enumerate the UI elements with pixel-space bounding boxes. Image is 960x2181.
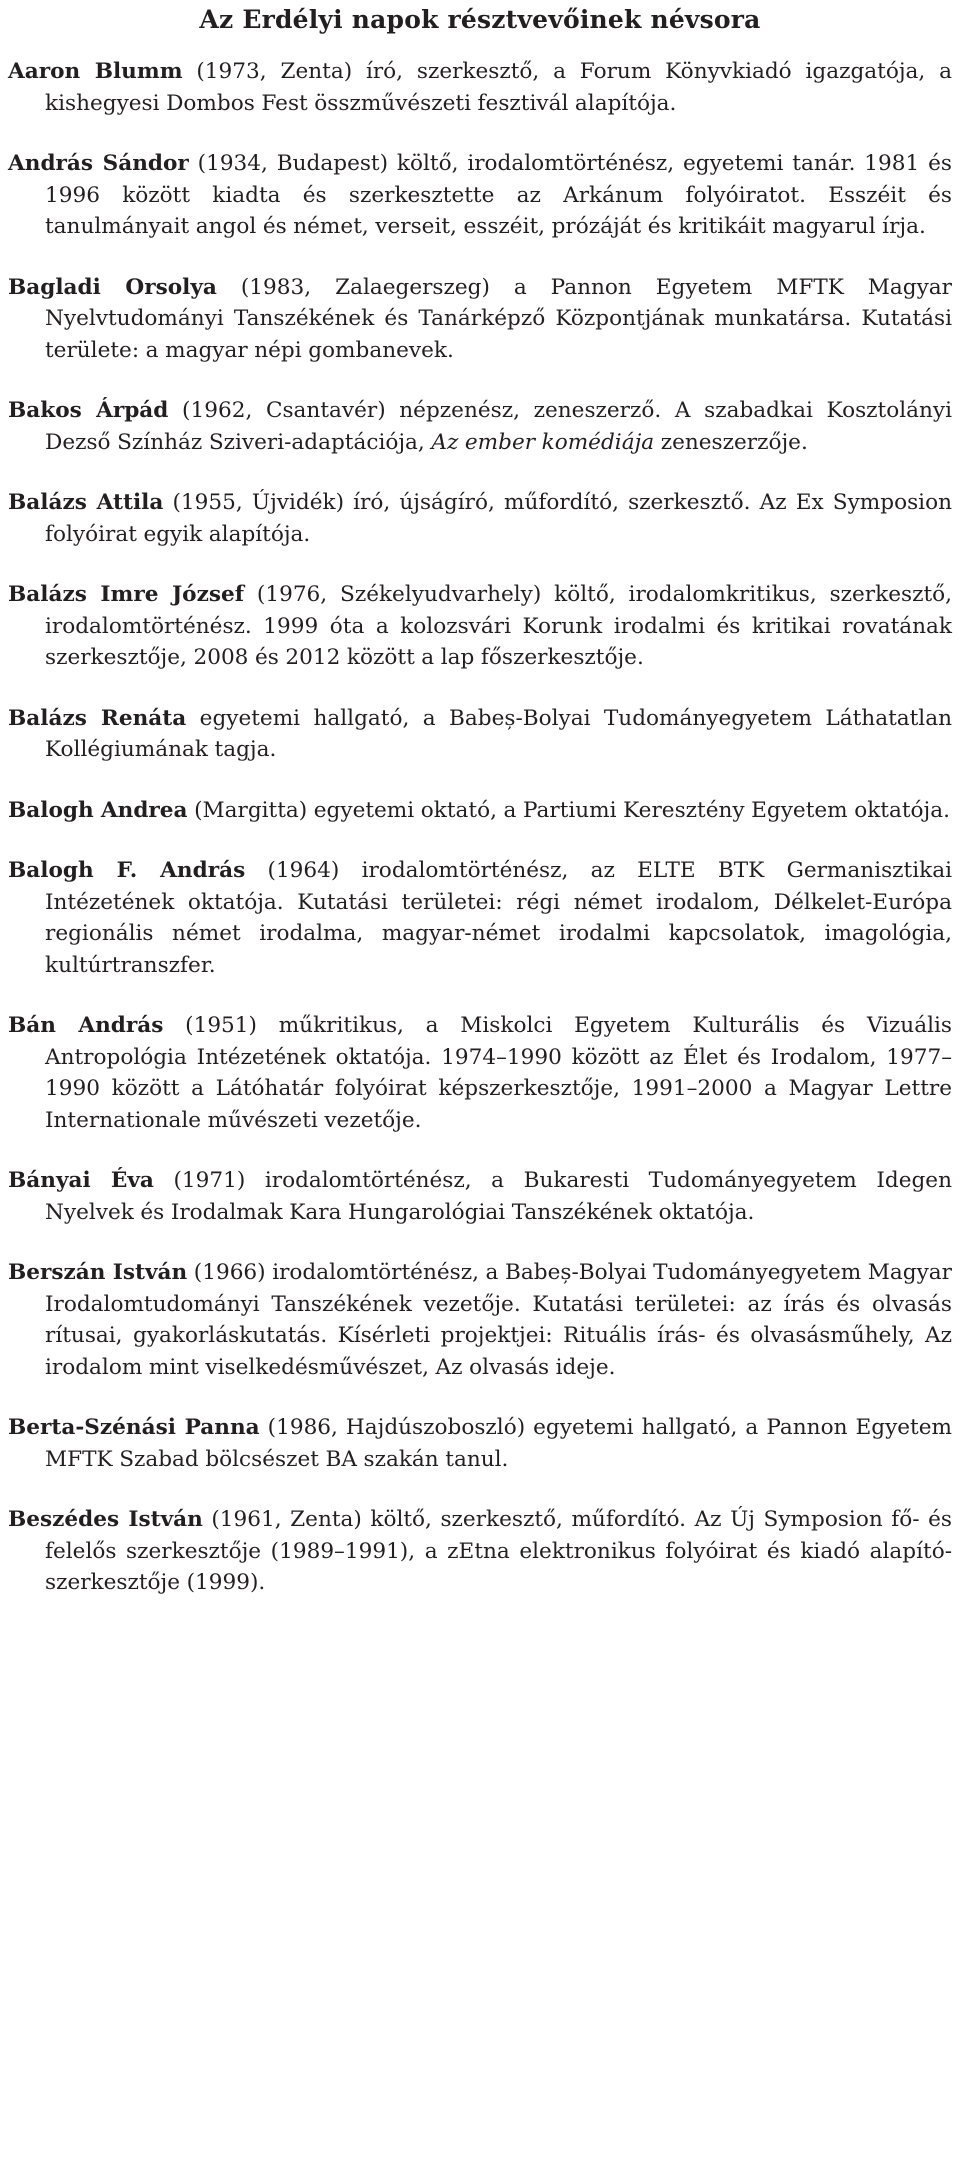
list-item bbox=[8, 148, 952, 243]
entry-name: Balogh F. András bbox=[8, 858, 246, 883]
list-item bbox=[8, 1010, 952, 1136]
list-item bbox=[8, 703, 952, 766]
entry-name: Balázs Attila bbox=[8, 490, 164, 515]
list-item bbox=[8, 1412, 952, 1475]
entry-list bbox=[8, 56, 952, 1599]
entry-text: (1961, Zenta) költő, szerkesztő, műfordító. Az Új Symposion fő- és felelős szerkesztője (1989–1991), a zEtna elektronikus folyóirat és kiadó alapító-szerkesztője (1999). bbox=[45, 1507, 952, 1595]
list-item bbox=[8, 56, 952, 119]
entry-name: Bányai Éva bbox=[8, 1168, 154, 1193]
entry-name: András Sándor bbox=[8, 151, 189, 176]
list-item bbox=[8, 272, 952, 367]
page-title: Az Erdélyi napok résztvevőinek névsora bbox=[199, 5, 761, 34]
list-item bbox=[8, 579, 952, 674]
list-item bbox=[8, 1504, 952, 1599]
entry-text-after: zeneszerzője. bbox=[654, 429, 808, 455]
list-item bbox=[8, 795, 952, 827]
entry-name: Bakos Árpád bbox=[8, 398, 169, 423]
entry-name: Balázs Imre József bbox=[8, 582, 245, 607]
entry-italic-title: Az ember komédiája bbox=[431, 429, 655, 455]
entry-text: (1973, Zenta) író, szerkesztő, a Forum Könyvkiadó igazgatója, a kishegyesi Dombos Fest összművészeti fesztivál alapítója. bbox=[45, 59, 952, 116]
entry-name: Balogh Andrea bbox=[8, 797, 188, 823]
list-item bbox=[8, 1165, 952, 1228]
entry-name: Bagladi Orsolya bbox=[8, 274, 217, 300]
list-item bbox=[8, 487, 952, 550]
entry-text: (1964) irodalomtörténész, az ELTE BTK Germanisztikai Intézetének oktatója. Kutatási területei: régi német irodalom, Délkelet-Európa regionális német irodalma, magyar-német irodalmi kapcsolatok, imagológia, kultúrtranszfer. bbox=[45, 858, 953, 978]
list-item bbox=[8, 1257, 952, 1383]
entry-text: (1934, Budapest) költő, irodalomtörténész, egyetemi tanár. 1981 és 1996 között kiadta és szerkesztette az Arkánum folyóiratot. Esszéit és tanulmányait angol és német, verseit, esszéit, prózáját és kritikáit magyarul írja. bbox=[45, 151, 952, 239]
entry-text: egyetemi hallgató, a Babeș-Bolyai Tudományegyetem Láthatatlan Kollégiumának tagja. bbox=[45, 705, 952, 762]
entry-text: (1986, Hajdúszoboszló) egyetemi hallgató, a Pannon Egyetem MFTK Szabad bölcsészet BA szakán tanul. bbox=[45, 1415, 952, 1472]
entry-text: (1955, Újvidék) író, újságíró, műfordító, szerkesztő. Az Ex Symposion folyóirat egyik alapítója. bbox=[45, 490, 952, 547]
list-item bbox=[8, 855, 952, 981]
entry-text: (1966) irodalomtörténész, a Babeș-Bolyai Tudományegyetem Magyar Irodalomtudományi Tanszékének vezetője. Kutatási területei: az írás és olvasás rítusai, gyakorláskutatás. Kísérleti projektjei: Rituális írás- és olvasásműhely, Az irodalom mint viselkedésművészet, Az olvasás ideje. bbox=[45, 1260, 952, 1380]
entry-name: Berszán István bbox=[8, 1260, 188, 1285]
entry-text: (1951) műkritikus, a Miskolci Egyetem Kulturális és Vizuális Antropológia Intézetének oktatója. 1974–1990 között az Élet és Irodalom, 1977–1990 között a Látóhatár folyóirat képszerkesztője, 1991–2000 a Magyar Lettre Internationale művészeti vezetője. bbox=[45, 1013, 952, 1133]
list-item bbox=[8, 395, 952, 458]
entry-text: (1976, Székelyudvarhely) költő, irodalomkritikus, szerkesztő, irodalomtörténész. 1999 óta a kolozsvári Korunk irodalmi és kritikai rovatának szerkesztője, 2008 és 2012 között a lap főszerkesztője. bbox=[45, 582, 952, 670]
entry-text: (1962, Csantavér) népzenész, zeneszerző. A szabadkai Kosztolányi Dezső Színház Sziveri-adaptációja, bbox=[45, 398, 952, 455]
entry-name: Berta-Szénási Panna bbox=[8, 1415, 260, 1440]
entry-text: (1971) irodalomtörténész, a Bukaresti Tudományegyetem Idegen Nyelvek és Irodalmak Kara Hungarológiai Tanszékének oktatója. bbox=[45, 1168, 952, 1225]
entry-name: Beszédes István bbox=[8, 1507, 203, 1532]
entry-name: Bán András bbox=[8, 1013, 164, 1038]
entry-name: Aaron Blumm bbox=[8, 59, 183, 84]
entry-text: (1983, Zalaegerszeg) a Pannon Egyetem MFTK Magyar Nyelvtudományi Tanszékének és Tanárképző Központjának munkatársa. Kutatási területe: a magyar népi gombanevek. bbox=[45, 274, 952, 363]
entry-name: Balázs Renáta bbox=[8, 705, 187, 731]
entry-text: (Margitta) egyetemi oktató, a Partiumi Keresztény Egyetem oktatója. bbox=[187, 797, 950, 823]
